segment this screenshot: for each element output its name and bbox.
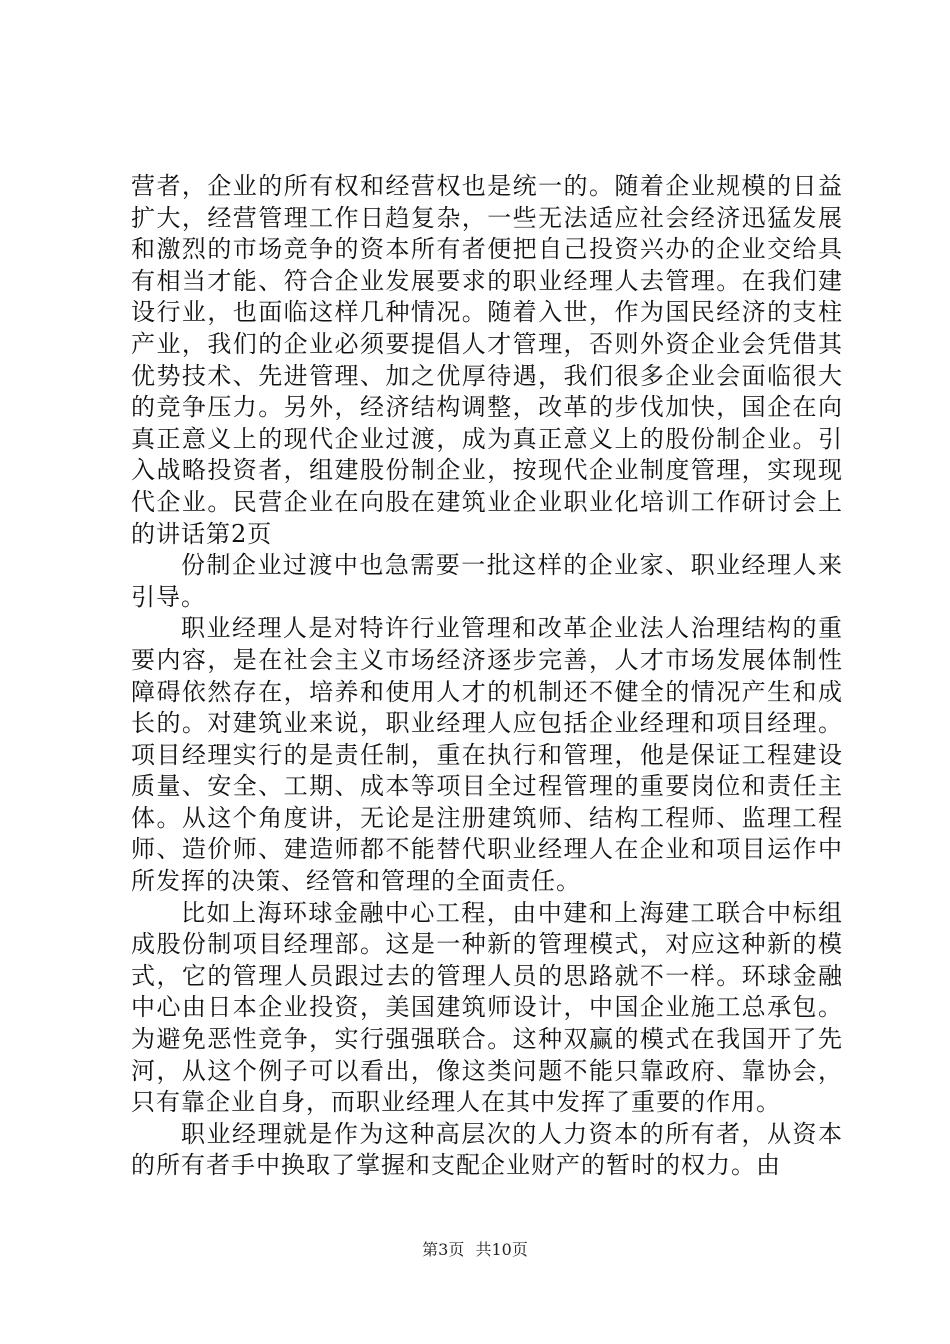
page-number: 第3页 — [422, 1240, 465, 1259]
paragraph-4: 比如上海环球金融中心工程，由中建和上海建工联合中标组成股份制项目经理部。这是一种新的管理模式，对应这种新的模式，它的管理人员跟过去的管理人员的思路就不一样。环球金融中心由日本企业投资，美国建筑师设计，中国企业施工总承包。为避免恶性竞争，实行强强联合。这种双赢的模式在我国开了先河，从这个例子可以看出，像这类问题不能只靠政府、靠协会，只有靠企业自身，而职业经理人在其中发挥了重要的作用。 — [131, 898, 843, 1117]
paragraph-1: 营者，企业的所有权和经营权也是统一的。随着企业规模的日益扩大，经营管理工作日趋复杂，一些无法适应社会经济迅猛发展和激烈的市场竞争的资本所有者便把自己投资兴办的企业交给具有相当才能、符合企业发展要求的职业经理人去管理。在我们建设行业，也面临这样几种情况。随着入世，作为国民经济的支柱产业，我们的企业必须要提倡人才管理，否则外资企业会凭借其优势技术、先进管理、加之优厚待遇，我们很多企业会面临很大的竞争压力。另外，经济结构调整，改革的步伐加快，国企在向真正意义上的现代企业过渡，成为真正意义上的股份制企业。引入战略投资者，组建股份制企业，按现代企业制度管理，实现现代企业。民营企业在向股在建筑业企业职业化培训工作研讨会上的讲话第2页 — [131, 172, 843, 548]
page-total: 共10页 — [475, 1240, 528, 1259]
body-text — [131, 171, 843, 1182]
paragraph-5: 职业经理就是作为这种高层次的人力资本的所有者，从资本的所有者手中换取了掌握和支配企业财产的暂时的权力。由 — [131, 1119, 843, 1180]
page-footer — [0, 1240, 950, 1260]
paragraph-3: 职业经理人是对特许行业管理和改革企业法人治理结构的重要内容，是在社会主义市场经济逐步完善，人才市场发展体制性障碍依然存在，培养和使用人才的机制还不健全的情况产生和成长的。对建筑业来说，职业经理人应包括企业经理和项目经理。项目经理实行的是责任制，重在执行和管理，他是保证工程建设质量、安全、工期、成本等项目全过程管理的重要岗位和责任主体。从这个角度讲，无论是注册建筑师、结构工程师、监理工程师、造价师、建造师都不能替代职业经理人在企业和项目运作中所发挥的决策、经管和管理的全面责任。 — [131, 614, 843, 896]
paragraph-2: 份制企业过渡中也急需要一批这样的企业家、职业经理人来引导。 — [131, 551, 843, 611]
